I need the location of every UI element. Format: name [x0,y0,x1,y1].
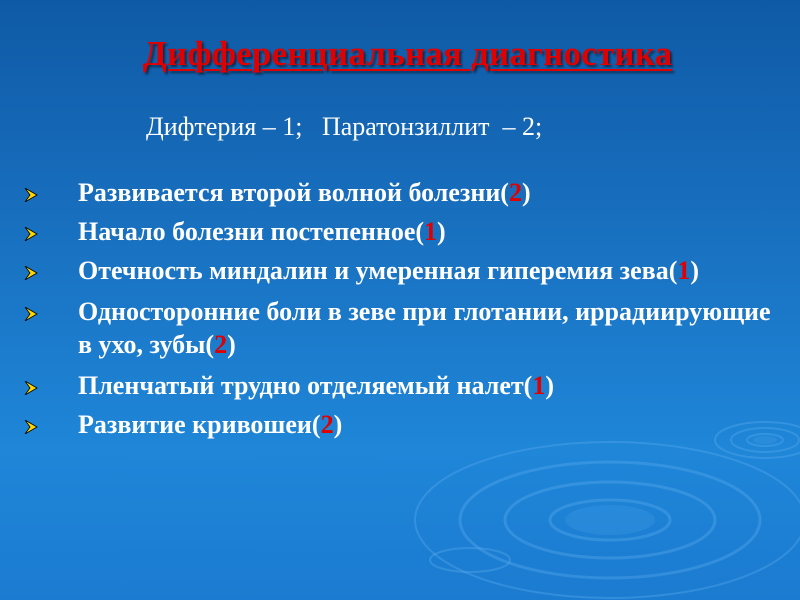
item-suffix: ) [227,330,236,359]
item-number: 2 [508,178,522,207]
list-item [24,215,784,248]
item-text: Начало болезни постепенное( [78,217,425,246]
item-suffix: ) [545,371,554,400]
item-number: 1 [424,217,438,246]
list-item [24,408,784,441]
arrowhead-bullet-icon [24,307,38,321]
item-suffix: ) [690,256,700,285]
arrowhead-bullet-icon [24,227,38,241]
arrowhead-bullet-icon [24,420,38,434]
item-text: Пленчатый трудно отделяемый налет( [78,371,533,400]
item-suffix: ) [333,410,343,439]
item-text: Развитие кривошеи( [78,410,321,439]
legend-line: Дифтерия – 1; Паратонзиллит – 2; [146,112,543,141]
item-number: 2 [214,330,228,359]
criteria-list [24,176,784,447]
list-item [24,254,784,287]
item-text: Отечность миндалин и умеренная гиперемия зева( [78,256,678,285]
item-text: Односторонние боли в зеве при глотании, иррадиирующие в ухо, зубы( [78,297,771,359]
list-item [24,176,784,209]
item-suffix: ) [437,217,446,246]
item-number: 1 [677,256,691,285]
arrowhead-bullet-icon [24,381,38,395]
slide-title: Дифференциальная диагностика [142,34,673,73]
item-text: Развивается второй волной болезни( [78,178,509,207]
item-number: 2 [320,410,334,439]
list-item [24,369,784,402]
list-item [24,295,784,361]
arrowhead-bullet-icon [24,266,38,280]
item-number: 1 [532,371,546,400]
item-suffix: ) [521,178,531,207]
arrowhead-bullet-icon [24,188,38,202]
